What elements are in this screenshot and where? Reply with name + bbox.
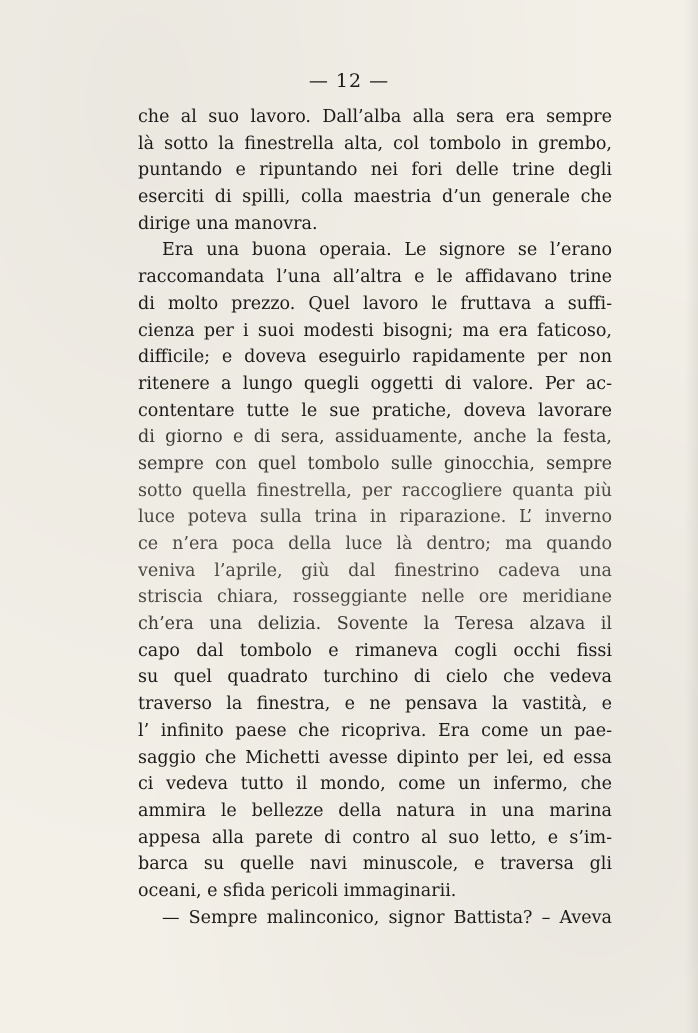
- text-line: cienza per i suoi modesti bisogni; ma era faticoso,: [138, 320, 612, 341]
- text-line: ch’era una delizia. Sovente la Teresa alzava il: [138, 614, 612, 635]
- text-line: di giorno e di sera, assiduamente, anche la festa,: [138, 427, 612, 448]
- text-line: che al suo lavoro. Dall’alba alla sera era sempre: [138, 107, 612, 127]
- text-line: dirige una manovra.: [138, 213, 318, 234]
- text-line: oceani, e sfida pericoli immaginarii.: [138, 880, 457, 901]
- text-line: capo dal tombolo e rimaneva cogli occhi fissi: [138, 640, 612, 661]
- text-line: contentare tutte le sue pratiche, doveva lavorare: [138, 400, 612, 421]
- text-line: veniva l’aprile, giù dal finestrino cadeva una: [138, 560, 612, 581]
- text-line: sotto quella finestrella, per raccogliere quanta più: [138, 480, 612, 501]
- page-edge-shadow: [684, 0, 698, 1033]
- text-line: barca su quelle navi minuscole, e traversa gli: [138, 854, 612, 875]
- text-line: saggio che Michetti avesse dipinto per lei, ed essa: [138, 747, 612, 768]
- text-line: striscia chiara, rosseggiante nelle ore meridiane: [138, 587, 612, 608]
- text-line: luce poteva sulla trina in riparazione. L’ inverno: [138, 507, 612, 528]
- text-line: raccomandata l’una all’altra e le affidavano trine: [138, 267, 612, 288]
- body-text: [138, 104, 612, 931]
- text-line: ci vedeva tutto il mondo, come un infermo, che: [138, 774, 612, 795]
- text-line: l’ infinito paese che ricopriva. Era come un pae-: [138, 720, 612, 741]
- page-number: — 12 —: [308, 70, 390, 92]
- text-line: sempre con quel tombolo sulle ginocchia, sempre: [138, 453, 612, 474]
- text-line: difficile; e doveva eseguirlo rapidamente per non: [138, 347, 612, 368]
- text-line: appesa alla parete di contro al suo letto, e s’im-: [138, 827, 612, 848]
- text-line: ritenere a lungo quegli oggetti di valore. Per ac-: [138, 373, 612, 394]
- text-line: di molto prezzo. Quel lavoro le fruttava a suffi-: [138, 293, 612, 314]
- text-line: ce n’era poca della luce là dentro; ma quando: [138, 534, 612, 554]
- text-line: puntando e ripuntando nei fori delle trine degli: [138, 160, 612, 181]
- text-line: Era una buona operaia. Le signore se l’erano: [162, 240, 612, 261]
- text-line: ammira le bellezze della natura in una marina: [138, 800, 612, 821]
- text-line: su quel quadrato turchino di cielo che vedeva: [138, 667, 612, 688]
- text-line: là sotto la finestrella alta, col tombolo in grembo,: [138, 133, 612, 154]
- text-line: traverso la finestra, e ne pensava la vastità, e: [138, 694, 612, 715]
- text-line: eserciti di spilli, colla maestria d’un generale che: [138, 187, 612, 208]
- text-line: — Sempre malinconico, signor Battista? – Aveva: [162, 907, 612, 928]
